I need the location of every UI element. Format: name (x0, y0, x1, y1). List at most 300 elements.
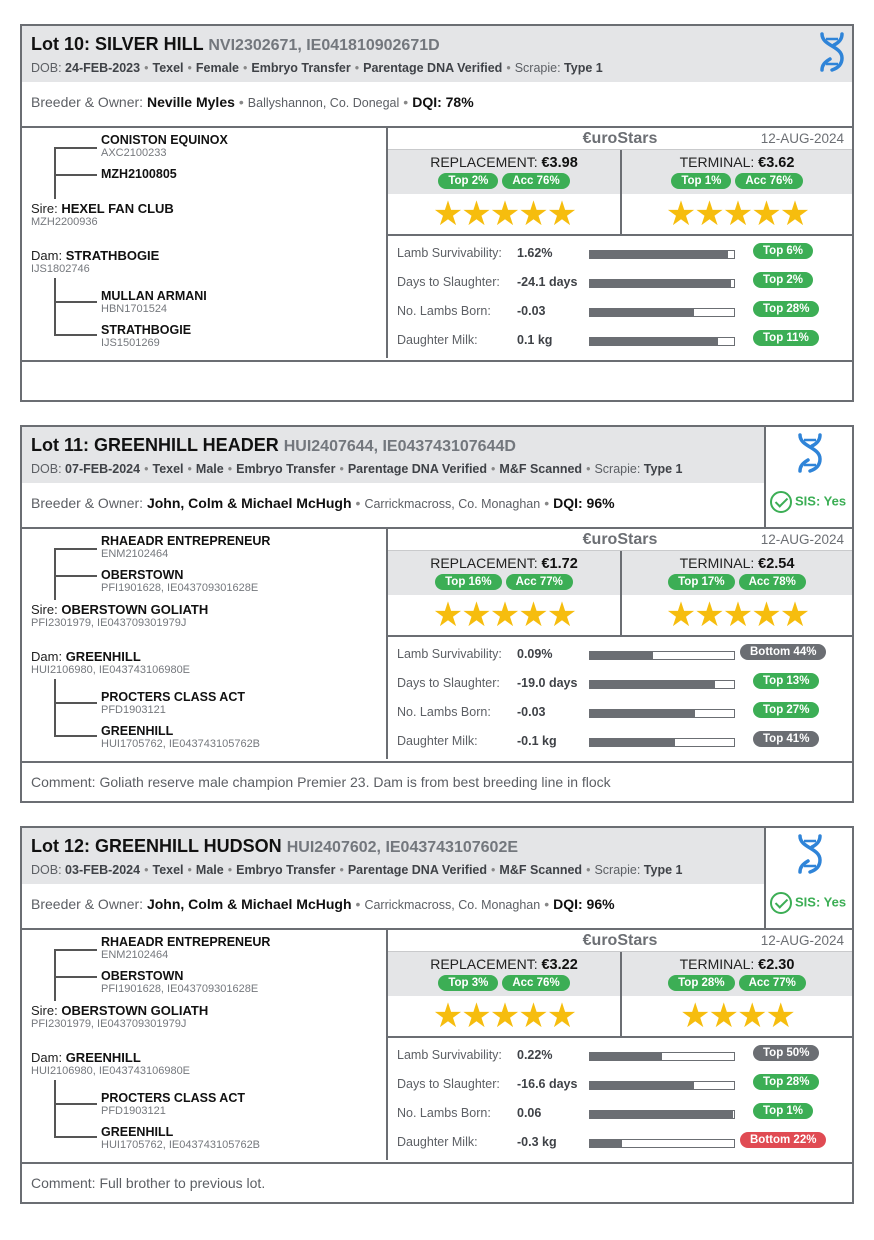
ped-parent-line (31, 248, 159, 263)
comment-row (22, 1162, 852, 1202)
replacement-index-header (388, 150, 620, 194)
terminal-star-rating: ★★★★★ (665, 596, 809, 634)
trait-row (397, 1129, 847, 1157)
sire-sire-sire (101, 534, 270, 560)
eurostars-date: 12-AUG-2024 (760, 933, 844, 948)
ped-animal-name: MULLAN ARMANI (101, 289, 207, 303)
owner-location: Carrickmacross, Co. Monaghan (364, 497, 541, 511)
meta-sex: Female (195, 61, 240, 75)
top-percent-badge: Top 17% (668, 574, 734, 590)
trait-bar-fill (590, 1053, 662, 1060)
trait-rank-badge: Top 2% (753, 272, 813, 288)
replacement-index-label (388, 555, 620, 572)
comment-row (22, 360, 852, 400)
scrapie-label: Scrapie: (594, 462, 641, 476)
separator-dot: • (243, 61, 248, 75)
ped-animal-name: RHAEADR ENTREPRENEUR (101, 935, 271, 949)
ped-animal-name: OBERSTOWN (101, 568, 184, 582)
separator-dot: • (144, 462, 149, 476)
ped-animal-id: HUI1705762, IE043743105762B (101, 738, 261, 750)
owner-location: Carrickmacross, Co. Monaghan (364, 898, 541, 912)
accuracy-badge: Acc 77% (739, 975, 806, 991)
replacement-badges (388, 572, 620, 590)
trait-rank-badge: Top 1% (753, 1103, 813, 1119)
replacement-badges (388, 171, 620, 189)
sire (31, 602, 208, 629)
trait-value: 0.22% (517, 1048, 553, 1062)
ped-parent-line (31, 1050, 190, 1065)
pedigree-connector (54, 679, 56, 735)
pedigree-connector (54, 301, 97, 303)
trait-label: Days to Slaughter: (397, 676, 500, 690)
trait-row (397, 327, 847, 355)
trait-label: Lamb Survivability: (397, 246, 502, 260)
ped-animal-id: HUI1705762, IE043743105762B (101, 1139, 261, 1151)
breeder-owner-row (22, 82, 852, 128)
dqi-score: DQI: 78% (412, 94, 474, 110)
dam-dam (101, 1125, 260, 1151)
trait-row (397, 728, 847, 756)
lot-header (22, 26, 852, 82)
scrapie-value: Type 1 (564, 61, 603, 75)
trait-bar-fill (590, 1082, 694, 1089)
dob-value: 07-FEB-2024 (65, 462, 141, 476)
trait-rank-badge: Top 27% (753, 702, 819, 718)
pedigree-connector (54, 278, 56, 334)
trait-bar (589, 1081, 735, 1090)
trait-list (388, 1038, 852, 1160)
trait-list (388, 236, 852, 358)
trait-label: No. Lambs Born: (397, 705, 491, 719)
lot-ids: HUI2407602, IE043743107602E (286, 839, 519, 856)
scrapie-label: Scrapie: (594, 863, 641, 877)
dna-icon (796, 834, 824, 874)
ped-animal-name: PROCTERS CLASS ACT (101, 690, 245, 704)
lot-title (31, 435, 755, 456)
ped-animal-name: MZH2100805 (101, 167, 177, 181)
ped-animal-name: OBERSTOWN (101, 969, 184, 983)
pedigree-connector (54, 548, 97, 550)
accuracy-badge: Acc 76% (502, 975, 569, 991)
eurostars-header (388, 529, 852, 551)
trait-bar-fill (590, 1111, 733, 1118)
trait-row (397, 298, 847, 326)
lot-ids: HUI2407644, IE043743107644D (283, 438, 516, 455)
sire (31, 201, 174, 228)
trait-bar (589, 250, 735, 259)
ped-animal-name: RHAEADR ENTREPRENEUR (101, 534, 271, 548)
terminal-index (620, 952, 852, 1038)
accuracy-badge: Acc 78% (739, 574, 806, 590)
trait-bar (589, 709, 735, 718)
replacement-index-header (388, 952, 620, 996)
terminal-index-header (622, 551, 852, 595)
trait-bar (589, 651, 735, 660)
pedigree-connector (54, 575, 97, 577)
separator-dot: • (491, 462, 496, 476)
accuracy-badge: Acc 76% (735, 173, 802, 189)
lot-meta (31, 863, 755, 877)
pedigree-connector (54, 174, 97, 176)
side-panel (764, 427, 852, 529)
breeder-owner-row (22, 483, 764, 529)
owner-name: John, Colm & Michael McHugh (146, 495, 352, 511)
eurostars-title: €uroStars (582, 932, 658, 949)
separator-dot: • (355, 896, 361, 912)
terminal-index (620, 150, 852, 236)
comment-row (22, 761, 852, 801)
separator-dot: • (339, 863, 344, 877)
check-circle-icon (770, 491, 792, 513)
separator-dot: • (544, 495, 550, 511)
replacement-value: €3.22 (541, 957, 578, 973)
trait-value: 1.62% (517, 246, 553, 260)
scrapie-value: Type 1 (643, 462, 683, 476)
separator-dot: • (355, 495, 361, 511)
lot-meta (31, 462, 755, 476)
separator-dot: • (339, 462, 344, 476)
trait-label: Daughter Milk: (397, 333, 478, 347)
scrapie-label: Scrapie: (514, 61, 561, 75)
trait-label: Lamb Survivability: (397, 1048, 502, 1062)
eurostars-date: 12-AUG-2024 (760, 532, 844, 547)
dob-label: DOB: (31, 61, 62, 75)
dam-sire (101, 690, 245, 716)
pedigree-connector (54, 548, 56, 600)
trait-rank-badge: Top 13% (753, 673, 819, 689)
ped-animal-name: CONISTON EQUINOX (101, 133, 228, 147)
separator-dot: • (544, 896, 550, 912)
trait-bar (589, 308, 735, 317)
lot-title (31, 836, 755, 857)
separator-dot: • (354, 61, 360, 75)
separator-dot: • (491, 863, 496, 877)
terminal-index-label (622, 956, 852, 973)
trait-value: 0.1 kg (517, 333, 553, 347)
accuracy-badge: Acc 76% (502, 173, 569, 189)
ped-animal-id: HBN1701524 (101, 303, 168, 315)
trait-row (397, 1071, 847, 1099)
dam-sire (101, 289, 207, 315)
separator-dot: • (238, 94, 244, 110)
trait-rank-badge: Bottom 44% (740, 644, 826, 660)
replacement-index-header (388, 551, 620, 595)
separator-dot: • (227, 462, 233, 476)
replacement-index (388, 551, 620, 637)
eurostars-date: 12-AUG-2024 (760, 131, 844, 146)
sis-label: SIS: Yes (795, 894, 847, 910)
trait-rank-badge: Top 28% (753, 301, 819, 317)
top-percent-badge: Top 1% (671, 173, 731, 189)
trait-label: Lamb Survivability: (397, 647, 502, 661)
ped-animal-id: PFI2301979, IE043709301979J (31, 1018, 187, 1030)
trait-value: -24.1 days (517, 275, 578, 289)
trait-value: 0.06 (517, 1106, 542, 1120)
dob-value: 24-FEB-2023 (65, 61, 141, 75)
separator-dot: • (187, 863, 192, 877)
pedigree-connector (54, 976, 97, 978)
ped-parent-line (31, 1003, 208, 1018)
eurostars-header (388, 128, 852, 150)
replacement-index (388, 150, 620, 236)
trait-row (397, 269, 847, 297)
trait-row (397, 641, 847, 669)
ped-animal-id: HUI2106980, IE043743106980E (31, 664, 191, 676)
pedigree-connector (54, 147, 56, 199)
sire-sire (101, 167, 177, 181)
eurostars-panel (388, 529, 852, 759)
ped-parent-label: Sire: (31, 201, 58, 216)
dna-icon (796, 433, 824, 473)
trait-list (388, 637, 852, 759)
terminal-badges (622, 572, 852, 590)
trait-bar (589, 1110, 735, 1119)
ped-animal-id: ENM2102464 (101, 548, 169, 560)
dna-icon (818, 32, 846, 72)
lot-ids: NVI2302671, IE041810902671D (208, 37, 440, 54)
terminal-badges (622, 171, 852, 189)
pedigree-connector (54, 147, 97, 149)
sire (31, 1003, 208, 1030)
lot-card (20, 425, 854, 803)
replacement-label: REPLACEMENT: (430, 956, 538, 972)
ped-animal-name: OBERSTOWN GOLIATH (61, 602, 209, 617)
trait-label: Daughter Milk: (397, 1135, 478, 1149)
trait-rank-badge: Bottom 22% (740, 1132, 826, 1148)
separator-dot: • (144, 61, 149, 75)
owner-name: John, Colm & Michael McHugh (146, 896, 352, 912)
trait-row (397, 670, 847, 698)
trait-bar (589, 337, 735, 346)
trait-bar-fill (590, 280, 731, 287)
dam (31, 649, 190, 676)
lot-card (20, 826, 854, 1204)
scrapie-value: Type 1 (643, 863, 683, 877)
meta-dna: Parentage DNA Verified (347, 863, 488, 877)
pedigree-connector (54, 334, 97, 336)
top-percent-badge: Top 3% (438, 975, 498, 991)
dob-label: DOB: (31, 462, 62, 476)
side-panel (764, 828, 852, 930)
trait-row (397, 1100, 847, 1128)
trait-bar-fill (590, 1140, 622, 1147)
check-circle-icon (770, 892, 792, 914)
ped-animal-id: ENM2102464 (101, 949, 169, 961)
meta-sex: Male (195, 863, 224, 877)
trait-bar-fill (590, 309, 694, 316)
trait-label: Daughter Milk: (397, 734, 478, 748)
terminal-label: TERMINAL: (679, 956, 755, 972)
replacement-value: €1.72 (541, 556, 578, 572)
meta-origin: Embryo Transfer (236, 863, 336, 877)
ped-parent-label: Dam: (31, 649, 63, 664)
replacement-label: REPLACEMENT: (430, 154, 538, 170)
terminal-index-label (622, 555, 852, 572)
ped-animal-id: PFI2301979, IE043709301979J (31, 617, 187, 629)
separator-dot: • (144, 863, 149, 877)
meta-scanned: M&F Scanned (499, 462, 583, 476)
sire-sire-sire (101, 935, 270, 961)
accuracy-badge: Acc 77% (506, 574, 573, 590)
ped-animal-name: GREENHILL (101, 724, 174, 738)
ped-animal-name: STRATHBOGIE (101, 323, 192, 337)
terminal-label: TERMINAL: (679, 555, 755, 571)
trait-rank-badge: Top 11% (753, 330, 819, 346)
ped-animal-name: OBERSTOWN GOLIATH (61, 1003, 209, 1018)
sis-status (770, 892, 846, 914)
trait-bar-fill (590, 652, 653, 659)
trait-row (397, 699, 847, 727)
separator-dot: • (187, 61, 192, 75)
lot-name: Lot 12: GREENHILL HUDSON (31, 836, 282, 856)
pedigree-tree (22, 128, 388, 358)
ped-animal-name: GREENHILL (65, 1050, 141, 1065)
pedigree-connector (54, 735, 97, 737)
owner-label: Breeder & Owner: (31, 94, 144, 110)
pedigree-connector (54, 1136, 97, 1138)
terminal-badges (622, 973, 852, 991)
ped-animal-id: MZH2200936 (31, 216, 98, 228)
meta-origin: Embryo Transfer (251, 61, 351, 75)
separator-dot: • (586, 863, 591, 877)
meta-breed: Texel (152, 462, 184, 476)
trait-value: -16.6 days (517, 1077, 578, 1091)
pedigree-connector (54, 702, 97, 704)
lot-title (31, 34, 843, 55)
terminal-label: TERMINAL: (679, 154, 755, 170)
ped-animal-id: IJS1802746 (31, 263, 90, 275)
comment-text: Comment: Full brother to previous lot. (31, 1175, 266, 1191)
trait-bar-fill (590, 338, 718, 345)
lot-body (22, 529, 852, 759)
breeder-owner-row (22, 884, 764, 930)
ped-animal-id: PFI1901628, IE043709301628E (101, 983, 259, 995)
terminal-value: €2.30 (758, 957, 795, 973)
eurostars-header (388, 930, 852, 952)
top-percent-badge: Top 2% (438, 173, 498, 189)
lot-meta (31, 61, 843, 75)
trait-value: -0.3 kg (517, 1135, 557, 1149)
terminal-star-rating: ★★★★★ (665, 195, 809, 233)
trait-bar-fill (590, 710, 695, 717)
replacement-index (388, 952, 620, 1038)
owner-location: Ballyshannon, Co. Donegal (247, 96, 400, 110)
ped-animal-name: GREENHILL (101, 1125, 174, 1139)
owner-label: Breeder & Owner: (31, 896, 144, 912)
lot-header (22, 828, 764, 884)
sis-status (770, 491, 846, 513)
trait-bar-fill (590, 251, 728, 258)
trait-value: -0.1 kg (517, 734, 557, 748)
sire-sire (101, 568, 258, 594)
trait-label: No. Lambs Born: (397, 304, 491, 318)
comment-text: Comment: Goliath reserve male champion Premier 23. Dam is from best breeding line in flock (31, 774, 611, 790)
pedigree-tree (22, 529, 388, 759)
sire-sire (101, 969, 258, 995)
trait-rank-badge: Top 6% (753, 243, 813, 259)
trait-rank-badge: Top 28% (753, 1074, 819, 1090)
ped-animal-name: GREENHILL (65, 649, 141, 664)
replacement-index-label (388, 956, 620, 973)
sis-label: SIS: Yes (795, 493, 847, 509)
lot-name: Lot 11: GREENHILL HEADER (31, 435, 279, 455)
trait-label: Days to Slaughter: (397, 1077, 500, 1091)
trait-value: -0.03 (517, 705, 546, 719)
ped-parent-line (31, 201, 174, 216)
lot-card (20, 24, 854, 402)
terminal-value: €3.62 (758, 155, 795, 171)
separator-dot: • (403, 94, 409, 110)
terminal-index-header (622, 150, 852, 194)
owner-name: Neville Myles (146, 94, 235, 110)
owner-label: Breeder & Owner: (31, 495, 144, 511)
trait-bar (589, 1052, 735, 1061)
lot-header (22, 427, 764, 483)
terminal-star-rating: ★★★★ (680, 997, 794, 1035)
dam-dam (101, 724, 260, 750)
eurostars-panel (388, 930, 852, 1160)
ped-animal-name: PROCTERS CLASS ACT (101, 1091, 245, 1105)
trait-bar (589, 680, 735, 689)
trait-bar-fill (590, 739, 675, 746)
ped-animal-id: PFI1901628, IE043709301628E (101, 582, 259, 594)
trait-row (397, 240, 847, 268)
eurostars-title: €uroStars (582, 531, 658, 548)
ped-animal-id: PFD1903121 (101, 1105, 166, 1117)
meta-dna: Parentage DNA Verified (363, 61, 503, 75)
ped-parent-label: Sire: (31, 602, 58, 617)
top-percent-badge: Top 28% (668, 975, 734, 991)
dam (31, 248, 159, 275)
meta-breed: Texel (152, 863, 184, 877)
replacement-star-rating: ★★★★★ (432, 997, 576, 1035)
ped-parent-label: Sire: (31, 1003, 58, 1018)
separator-dot: • (187, 462, 192, 476)
ped-animal-id: AXC2100233 (101, 147, 167, 159)
pedigree-connector (54, 1103, 97, 1105)
trait-bar (589, 738, 735, 747)
ped-parent-line (31, 602, 208, 617)
dob-value: 03-FEB-2024 (65, 863, 141, 877)
replacement-label: REPLACEMENT: (430, 555, 538, 571)
ped-animal-name: STRATHBOGIE (65, 248, 160, 263)
separator-dot: • (586, 462, 591, 476)
terminal-index (620, 551, 852, 637)
terminal-index-header (622, 952, 852, 996)
meta-breed: Texel (152, 61, 184, 75)
lot-name: Lot 10: SILVER HILL (31, 34, 204, 54)
ped-parent-label: Dam: (31, 1050, 63, 1065)
eurostars-title: €uroStars (582, 130, 658, 147)
trait-value: -0.03 (517, 304, 546, 318)
ped-parent-line (31, 649, 190, 664)
trait-value: 0.09% (517, 647, 553, 661)
replacement-value: €3.98 (541, 155, 578, 171)
pedigree-connector (54, 949, 56, 1001)
trait-rank-badge: Top 50% (753, 1045, 819, 1061)
replacement-star-rating: ★★★★★ (432, 195, 576, 233)
replacement-badges (388, 973, 620, 991)
pedigree-tree (22, 930, 388, 1160)
ped-animal-id: HUI2106980, IE043743106980E (31, 1065, 191, 1077)
pedigree-connector (54, 1080, 56, 1136)
trait-label: No. Lambs Born: (397, 1106, 491, 1120)
lot-body (22, 930, 852, 1160)
trait-bar-fill (590, 681, 715, 688)
terminal-value: €2.54 (758, 556, 795, 572)
trait-rank-badge: Top 41% (753, 731, 819, 747)
ped-animal-id: IJS1501269 (101, 337, 160, 349)
